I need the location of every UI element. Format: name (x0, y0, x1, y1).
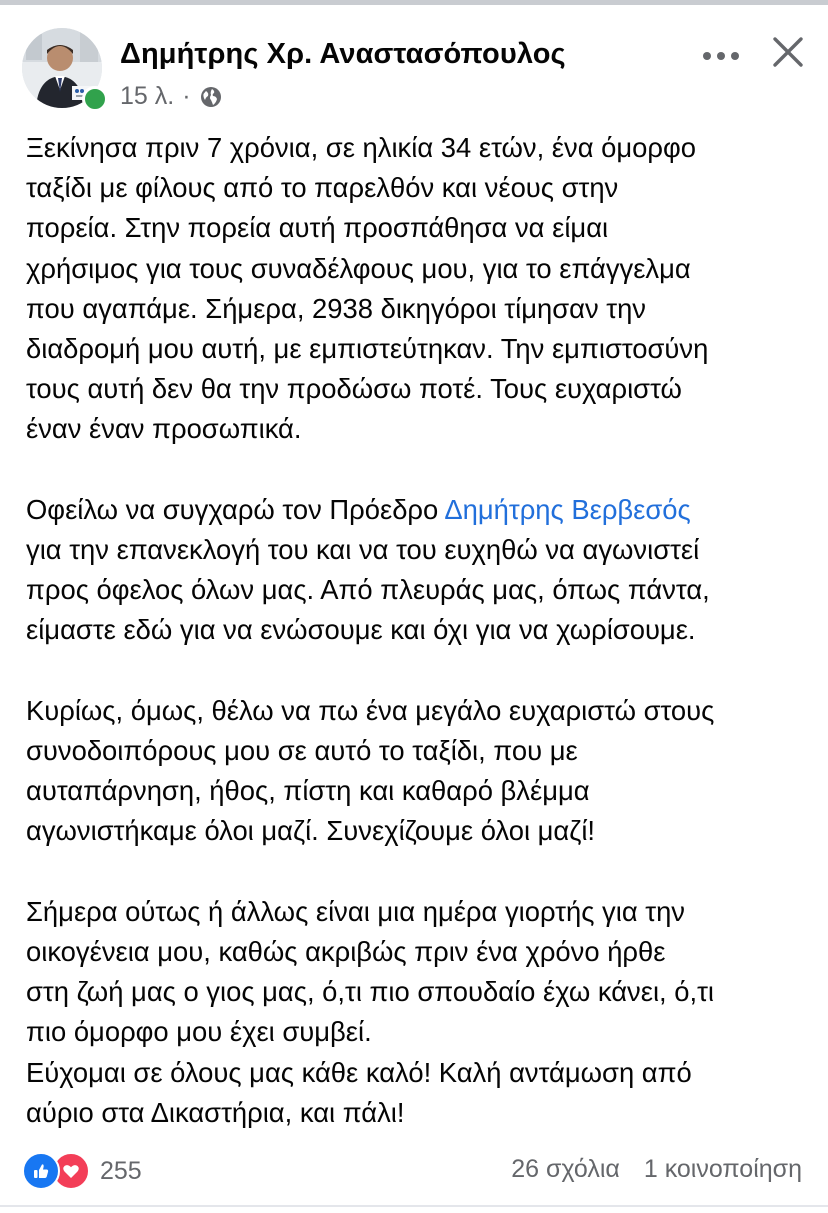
text-line: χρήσιμος για τους συναδέλφους μου, για το επάγγελμα (26, 252, 691, 284)
close-icon (772, 36, 804, 68)
shares-count-link[interactable]: 1 κοινοποίηση (643, 1155, 802, 1183)
author-name[interactable]: Δημήτρης Χρ. Αναστασόπουλος (120, 38, 566, 70)
more-options-button[interactable] (698, 36, 744, 76)
online-status-dot (82, 86, 108, 112)
paragraph-gap (26, 450, 806, 490)
paragraph-2 (26, 490, 806, 651)
comments-count-link[interactable]: 26 σχόλια (511, 1155, 620, 1183)
paragraph-4 (26, 892, 806, 1133)
text-line (26, 490, 806, 530)
text-line: οικογένεια μου, καθώς ακριβώς πριν ένα χρόνο ήρθε (26, 936, 666, 968)
text-line: είμαστε εδώ για να ενώσουμε και όχι για να χωρίσουμε. (26, 614, 696, 646)
mention-link[interactable]: Δημήτρης Βερβεσός (444, 493, 691, 525)
reaction-count: 255 (100, 1156, 142, 1185)
text-line-prefix: Οφείλω να συγχαρώ τον Πρόεδρο (26, 493, 445, 525)
paragraph-1 (26, 128, 806, 450)
text-line: έναν έναν προσωπικά. (26, 413, 302, 445)
bottom-divider (0, 1205, 828, 1207)
like-icon (22, 1152, 60, 1190)
post-text (26, 128, 806, 1133)
text-line: αύριο στα Δικαστήρια, και πάλι! (26, 1096, 405, 1128)
text-line: Κυρίως, όμως, θέλω να πω ένα μεγάλο ευχαριστώ στους (26, 694, 715, 726)
post-header (22, 22, 812, 112)
close-button[interactable] (764, 28, 812, 76)
more-dots-icon (701, 51, 741, 61)
text-line: πιο όμορφο μου έχει συμβεί. (26, 1016, 372, 1048)
text-line: αυταπάρνηση, ήθος, πίστη και καθαρό βλέμμα (26, 775, 590, 807)
text-line: ταξίδι με φίλους από το παρελθόν και νέους στην (26, 172, 619, 204)
globe-icon (199, 85, 225, 111)
text-line: Ξεκίνησα πριν 7 χρόνια, σε ηλικία 34 ετών, ένα όμορφο (26, 132, 696, 163)
text-line: Σήμερα ούτως ή άλλως είναι μια ημέρα γιορτής για την (26, 895, 686, 927)
top-divider (0, 0, 828, 5)
text-line: συνοδοιπόρους μου σε αυτό το ταξίδι, που με (26, 735, 578, 767)
text-line: πορεία. Στην πορεία αυτή προσπάθησα να είμαι (26, 212, 609, 244)
text-line: αγωνιστήκαμε όλοι μαζί. Συνεχίζουμε όλοι μαζί! (26, 815, 596, 847)
paragraph-3 (26, 691, 806, 852)
text-line: στη ζωή μας ο γιος μας, ό,τι πιο σπουδαίο έχω κάνει, ό,τι (26, 976, 715, 1008)
text-line: τους αυτή δεν θα την προδώσω ποτέ. Τους ευχαριστώ (26, 373, 682, 405)
post-footer (22, 1148, 806, 1192)
text-line: προς όφελος όλων μας. Από πλευράς μας, όπως πάντα, (26, 574, 710, 606)
reaction-summary[interactable] (22, 1152, 142, 1190)
paragraph-gap (26, 651, 806, 691)
post-meta (120, 82, 225, 111)
text-line: διαδρομή μου αυτή, με εμπιστεύτηκαν. Την εμπιστοσύνη (26, 333, 709, 365)
text-line: Εύχομαι σε όλους μας κάθε καλό! Καλή αντάμωση από (26, 1056, 692, 1088)
text-line: που αγαπάμε. Σήμερα, 2938 δικηγόροι τίμησαν την (26, 292, 647, 324)
meta-separator: · (182, 82, 191, 110)
text-line: για την επανεκλογή του και να του ευχηθώ να αγωνιστεί (26, 534, 700, 566)
post-time[interactable]: 15 λ. (120, 82, 175, 110)
engagement-stats (511, 1155, 802, 1184)
paragraph-gap (26, 852, 806, 892)
